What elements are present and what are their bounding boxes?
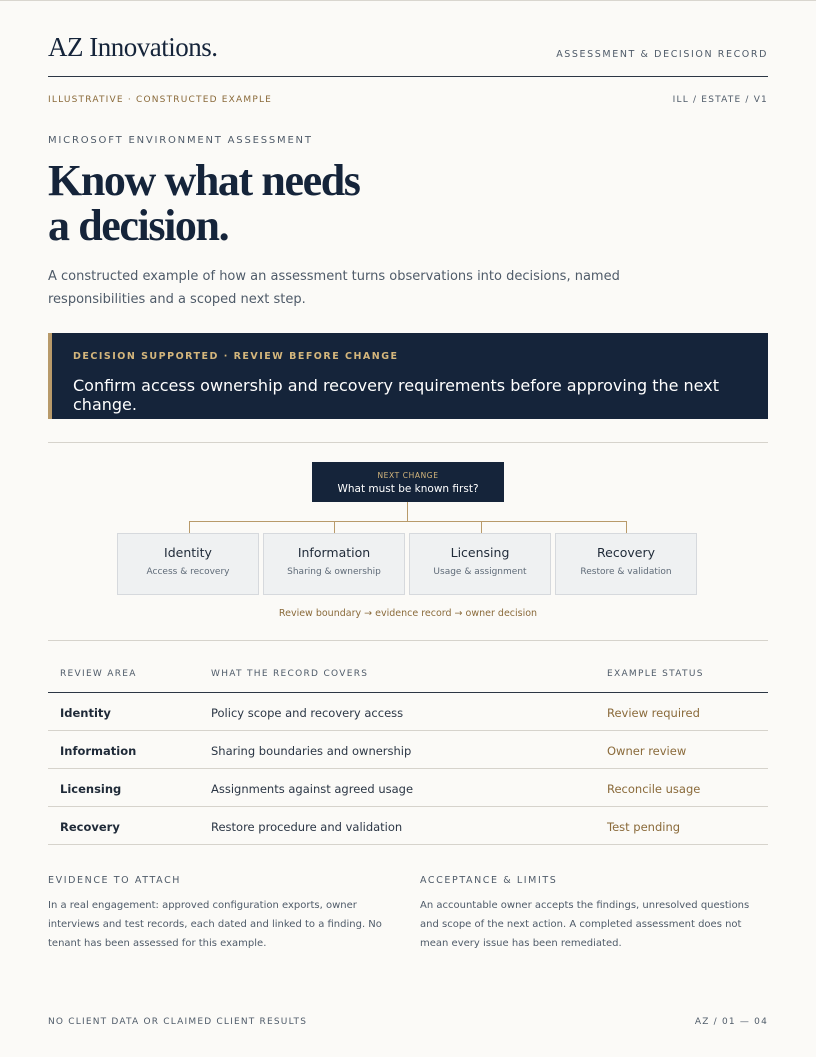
flow-caption: Review boundary → evidence record → owner decision (278, 608, 538, 619)
section-eyebrow: MICROSOFT ENVIRONMENT ASSESSMENT (48, 135, 313, 146)
row-status: Owner review (607, 744, 687, 758)
headline-line-1: Know what needs (48, 156, 360, 205)
row-area: Information (60, 744, 137, 758)
row-covers: Sharing boundaries and ownership (211, 744, 412, 758)
table-row (48, 731, 768, 769)
evidence-body: In a real engagement: approved configuration exports, owner interviews and test records, each dated and linked to a finding. No tenant has been assessed for this example. (48, 900, 382, 949)
document-reference: ILL / ESTATE / V1 (672, 95, 768, 105)
tree-node-title: Information (297, 545, 371, 560)
callout-kicker: DECISION SUPPORTED · REVIEW BEFORE CHANGE (73, 351, 399, 362)
evidence-title: EVIDENCE TO ATTACH (48, 875, 182, 886)
document-classification: ILLUSTRATIVE · CONSTRUCTED EXAMPLE (48, 95, 273, 105)
tree-node-title: Licensing (450, 545, 510, 560)
table-row (48, 769, 768, 807)
row-status: Test pending (607, 820, 681, 834)
tree-node-title: Identity (164, 545, 212, 560)
row-area: Identity (60, 706, 111, 720)
tree-connector-bar (189, 521, 627, 522)
tree-connector-drop (334, 521, 335, 533)
footer-disclaimer: NO CLIENT DATA OR CLAIMED CLIENT RESULTS (48, 1017, 308, 1027)
row-covers: Restore procedure and validation (211, 820, 403, 834)
callout-text: Confirm access ownership and recovery requirements before approving the next change. (73, 376, 719, 414)
decision-callout (48, 333, 768, 419)
tree-root-label: What must be known first? (337, 483, 479, 495)
table-row (48, 807, 768, 845)
header-divider (48, 76, 768, 77)
brand-logo: AZ Innovations. (48, 32, 218, 62)
table-header (48, 656, 768, 693)
column-header-covers: WHAT THE RECORD COVERS (211, 669, 369, 679)
tree-connector-stem (407, 502, 408, 522)
tree-node-licensing (409, 533, 551, 595)
intro-paragraph: A constructed example of how an assessment turns observations into decisions, named responsibilities and a scoped next step. (48, 269, 620, 307)
tree-connector-drop (481, 521, 482, 533)
tree-root-box (312, 462, 504, 502)
page-headline (48, 158, 360, 248)
tree-node-subtitle: Sharing & ownership (287, 567, 381, 577)
tree-node-subtitle: Usage & assignment (433, 567, 527, 577)
row-status: Reconcile usage (607, 782, 701, 796)
tree-node-information (263, 533, 405, 595)
document-type: ASSESSMENT & DECISION RECORD (556, 49, 768, 60)
table-row (48, 693, 768, 731)
tree-node-title: Recovery (597, 545, 655, 560)
acceptance-title: ACCEPTANCE & LIMITS (420, 875, 558, 886)
row-covers: Policy scope and recovery access (211, 706, 404, 720)
row-area: Licensing (60, 782, 122, 796)
footer-page-number: AZ / 01 — 04 (694, 1017, 768, 1027)
headline-line-2: a decision. (48, 201, 229, 250)
tree-node-subtitle: Restore & validation (580, 567, 672, 577)
tree-root-kicker: NEXT CHANGE (377, 471, 439, 480)
row-covers: Assignments against agreed usage (211, 782, 414, 796)
section-divider (48, 442, 768, 443)
row-status: Review required (607, 706, 700, 720)
tree-node-recovery (555, 533, 697, 595)
tree-node-identity (117, 533, 259, 595)
tree-connector-drop (626, 521, 627, 533)
tree-node-subtitle: Access & recovery (146, 567, 230, 577)
section-divider (48, 640, 768, 641)
top-border (0, 0, 816, 1)
column-header-status: EXAMPLE STATUS (607, 669, 704, 679)
tree-connector-drop (189, 521, 190, 533)
column-header-area: REVIEW AREA (60, 669, 137, 679)
acceptance-body: An accountable owner accepts the findings, unresolved questions and scope of the next action. A completed assessment does not mean every issue has been remediated. (420, 900, 750, 949)
review-table (48, 656, 768, 845)
row-area: Recovery (60, 820, 120, 834)
